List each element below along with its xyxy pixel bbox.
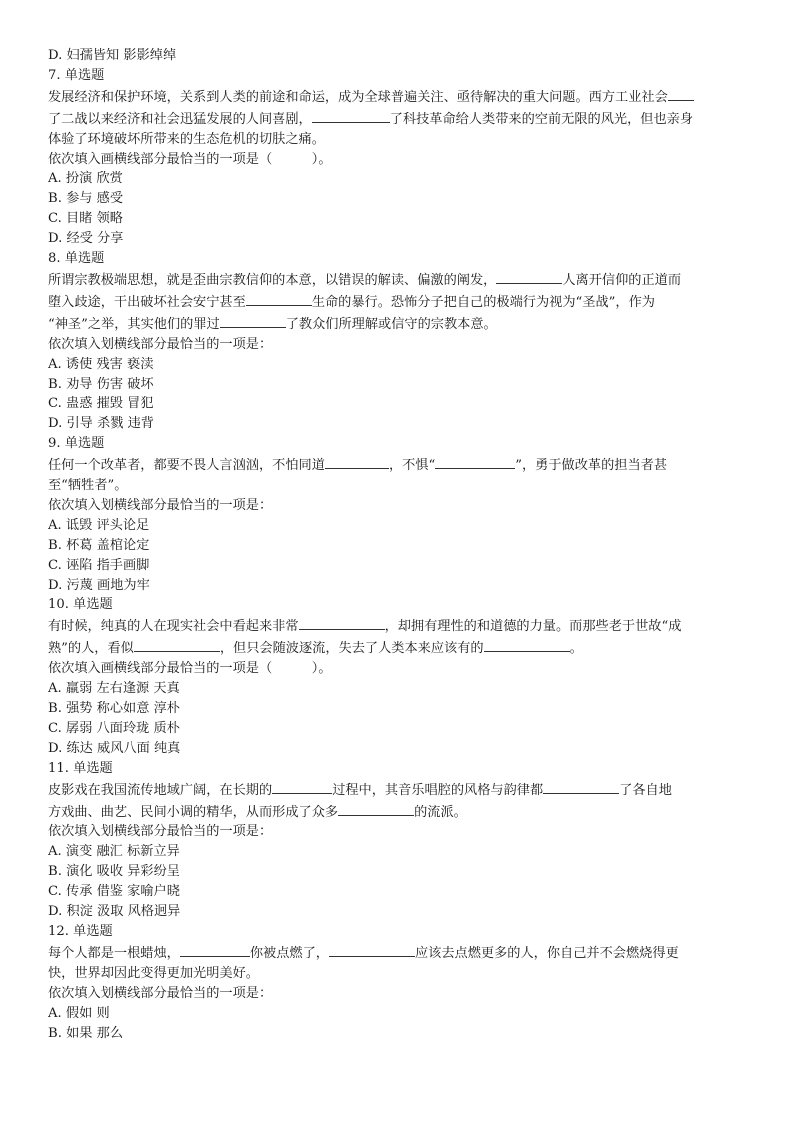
- q12-blank-2: [329, 942, 415, 957]
- q8-stem-text: 堕入歧途，干出破坏社会安宁甚至: [48, 294, 246, 310]
- q8-stem-text: 生命的暴行。恐怖分子把自己的极端行为视为“圣战”，作为: [311, 294, 655, 310]
- q12-stem-text: 应该去点燃更多的人，你自己并不会燃烧得更: [415, 945, 679, 961]
- q10-blank-2: [134, 637, 220, 652]
- q8-option-a[interactable]: A. 诱使 残害 亵渎: [48, 356, 154, 372]
- q12-option-b[interactable]: B. 如果 那么: [48, 1025, 124, 1041]
- q8-option-d[interactable]: D. 引导 杀戮 违背: [48, 416, 154, 432]
- q10-option-b[interactable]: B. 强势 称心如意 淳朴: [48, 701, 180, 716]
- q9-option-a[interactable]: A. 诋毁 评头论足: [48, 517, 150, 533]
- q7-option-c[interactable]: C. 目睹 领略: [48, 211, 123, 227]
- q9-stem-text: 任何一个改革者，都要不畏人言汹汹，不怕同道: [48, 458, 325, 474]
- q9-option-c[interactable]: C. 诬陷 指手画脚: [48, 557, 150, 573]
- q10-blank-1: [299, 615, 385, 630]
- q10-stem-text: 熟”的人，看似: [48, 641, 134, 657]
- q8-stem-text: 了教众们所理解或信守的宗教本意。: [285, 316, 497, 332]
- q9-option-b[interactable]: B. 杯葛 盖棺论定: [48, 537, 150, 553]
- q11-option-b[interactable]: B. 演化 吸收 异彩纷呈: [48, 864, 180, 880]
- q8-option-b[interactable]: B. 劝导 伤害 破坏: [48, 376, 154, 392]
- q10-instruction: 依次填入画横线部分最恰当的一项是（ ）。: [48, 661, 332, 677]
- q7-blank-2: [312, 108, 390, 123]
- q12-stem-line-2: 快，世界却因此变得更加光明美好。: [48, 965, 259, 981]
- q8-stem-text: 人离开信仰的正道而: [562, 272, 682, 288]
- q9-stem-line-2: 至“牺牲者”。: [48, 478, 128, 494]
- q11-stem-text: 的流派。: [414, 804, 467, 820]
- q9-instruction: 依次填入划横线部分最恰当的一项是：: [48, 497, 273, 513]
- q9-stem-line-1: [48, 454, 752, 476]
- q7-stem-text: 了科技革命给人类带来的空前无限的风光，但也亲身: [389, 111, 694, 127]
- q11-option-a[interactable]: A. 演变 融汇 标新立异: [48, 844, 180, 860]
- q11-stem-line-2: [48, 801, 752, 823]
- q11-number: 11. 单选题: [48, 760, 113, 776]
- q10-stem-text: ，却拥有理性的和道德的力量。而那些老于世故“成: [384, 619, 682, 635]
- q10-stem-text: 有时候，纯真的人在现实社会中看起来非常: [48, 619, 299, 635]
- q11-blank-3: [338, 801, 414, 816]
- q11-stem-text: 皮影戏在我国流传地域广阔，在长期的: [48, 782, 273, 798]
- q12-option-a[interactable]: A. 假如 则: [48, 1005, 110, 1021]
- q10-option-c[interactable]: C. 孱弱 八面玲珑 质朴: [48, 720, 180, 736]
- q11-stem-text: 方戏曲、曲艺、民间小调的精华，从而形成了众多: [48, 804, 339, 820]
- q8-stem-text: 所谓宗教极端思想，就是歪曲宗教信仰的本意，以错误的解读、偏激的阐发，: [48, 272, 497, 288]
- q7-blank-1: [668, 86, 694, 101]
- q8-number: 8. 单选题: [48, 251, 105, 267]
- q11-blank-1: [272, 779, 332, 794]
- q9-stem-text: ”，勇于做改革的担当者甚: [515, 458, 668, 474]
- q10-stem-line-2: [48, 637, 752, 659]
- q8-blank-1: [496, 269, 562, 284]
- q10-number: 10. 单选题: [48, 597, 113, 613]
- q10-stem-text: ，但只会随波逐流，失去了人类本来应该有的: [219, 641, 484, 657]
- q8-instruction: 依次填入划横线部分最恰当的一项是：: [48, 336, 273, 352]
- q12-stem-line-1: [48, 942, 752, 964]
- q11-stem-line-1: [48, 779, 752, 801]
- q7-option-b[interactable]: B. 参与 感受: [48, 191, 124, 207]
- q11-instruction: 依次填入划横线部分最恰当的一项是：: [48, 824, 273, 840]
- q7-stem-text: 发展经济和保护环境，关系到人类的前途和命运，成为全球普遍关注、亟待解决的重大问题。西方工业社会: [48, 89, 668, 105]
- q10-blank-3: [484, 637, 570, 652]
- q9-number: 9. 单选题: [48, 436, 105, 452]
- q11-option-c[interactable]: C. 传承 借鉴 家喻户晓: [48, 884, 180, 900]
- q7-number: 7. 单选题: [48, 67, 105, 83]
- q7-stem-line-1: [48, 86, 752, 108]
- q10-option-a[interactable]: A. 羸弱 左右逢源 天真: [48, 681, 180, 697]
- q9-stem-text: ，不惧“: [388, 458, 436, 474]
- q11-stem-text: 了各自地: [619, 782, 672, 798]
- q7-stem-line-2: [48, 108, 752, 130]
- q10-option-d[interactable]: D. 练达 威风八面 纯真: [48, 740, 181, 756]
- q9-blank-2: [435, 454, 515, 469]
- q8-stem-text: “神圣”之举，其实他们的罪过: [48, 316, 220, 332]
- q9-option-d[interactable]: D. 污蔑 画地为牢: [48, 577, 150, 593]
- q7-stem-line-3: 体验了环境破坏所带来的生态危机的切肤之痛。: [48, 131, 325, 147]
- q8-blank-2: [246, 291, 312, 306]
- q8-stem-line-1: [48, 269, 752, 291]
- q8-stem-line-3: [48, 313, 752, 335]
- q10-stem-text: 。: [569, 641, 583, 657]
- q12-blank-1: [180, 942, 250, 957]
- q7-option-d[interactable]: D. 经受 分享: [48, 231, 124, 247]
- q12-number: 12. 单选题: [48, 923, 113, 939]
- q12-instruction: 依次填入划横线部分最恰当的一项是：: [48, 985, 273, 1001]
- q6-option-d: D. 妇孺皆知 影影绰绰: [48, 48, 177, 63]
- q11-stem-text: 过程中，其音乐唱腔的风格与韵律都: [332, 782, 544, 798]
- q7-option-a[interactable]: A. 扮演 欣赏: [48, 171, 123, 187]
- q7-instruction: 依次填入画横线部分最恰当的一项是（ ）。: [48, 151, 332, 167]
- q11-blank-2: [543, 779, 619, 794]
- q10-stem-line-1: [48, 615, 752, 637]
- q12-stem-text: 每个人都是一根蜡烛，: [48, 945, 180, 961]
- q8-stem-line-2: [48, 291, 752, 313]
- q8-option-c[interactable]: C. 蛊惑 摧毁 冒犯: [48, 396, 154, 412]
- q12-stem-text: 你被点燃了，: [249, 945, 329, 961]
- exam-page: [48, 46, 752, 1043]
- q9-blank-1: [325, 454, 389, 469]
- q8-blank-3: [220, 313, 286, 328]
- q11-option-d[interactable]: D. 积淀 汲取 风格迥异: [48, 904, 181, 920]
- q7-stem-text: 了二战以来经济和社会迅猛发展的人间喜剧，: [48, 111, 312, 127]
